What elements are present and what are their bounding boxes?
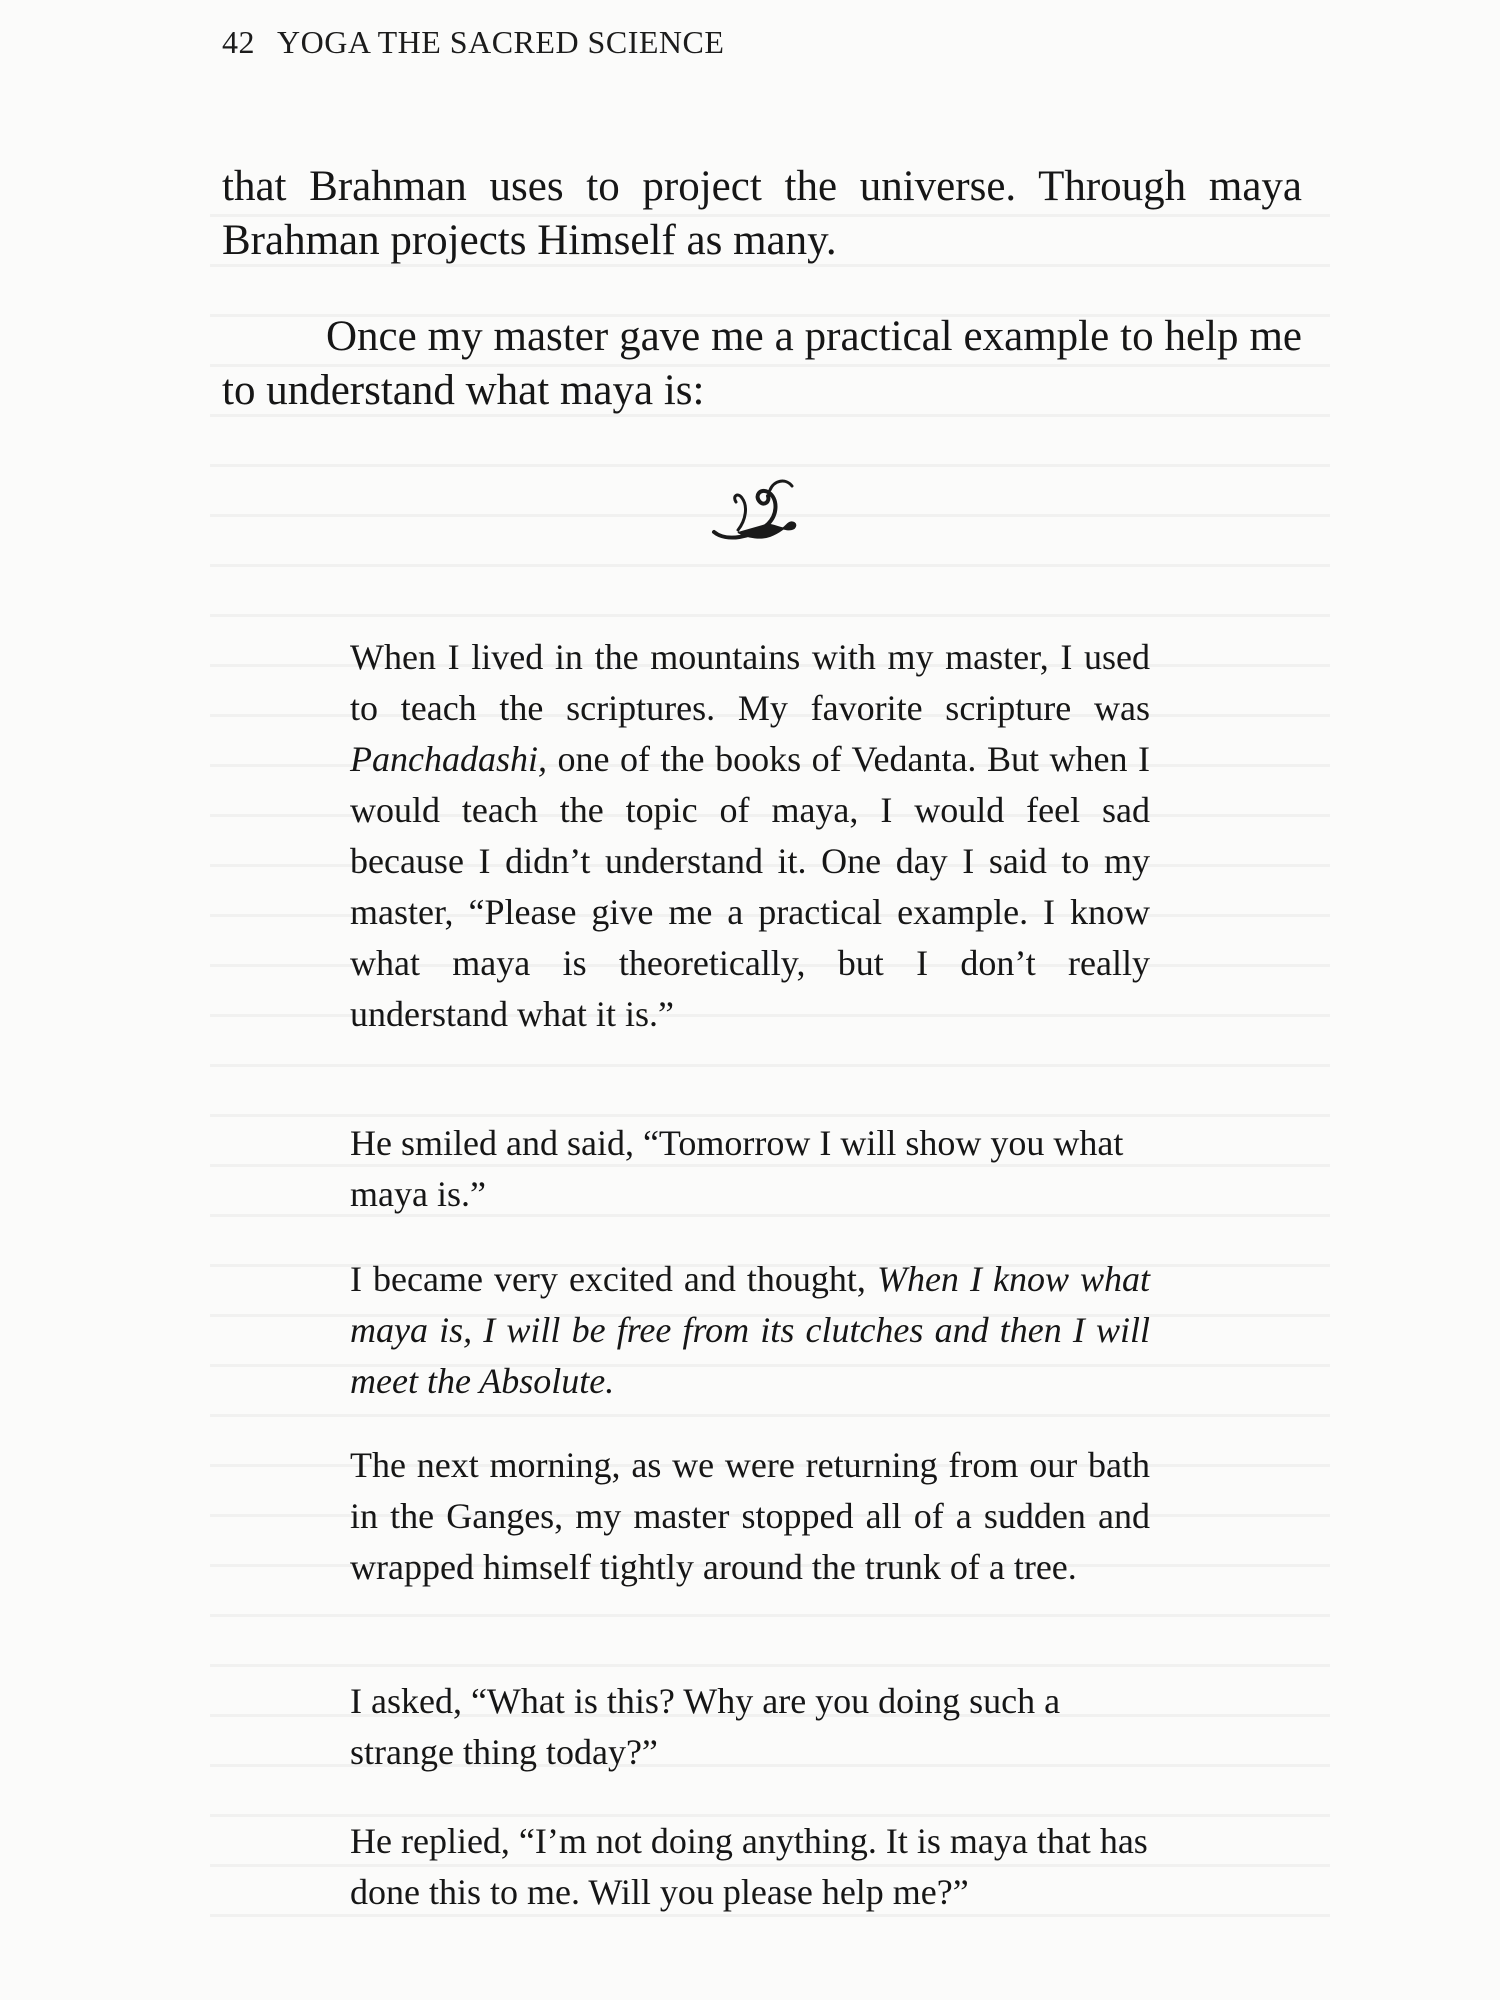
- book-title: YOGA THE SACRED SCIENCE: [277, 24, 725, 60]
- page-number: 42: [222, 24, 255, 60]
- fleuron-ornament-icon: [708, 476, 800, 542]
- story-paragraph-question: I asked, “What is this? Why are you doing such a strange thing today?”: [350, 1681, 1061, 1772]
- scripture-title: Panchadashi,: [350, 739, 547, 779]
- story-paragraph-scriptures: When I lived in the mountains with my master, I used to teach the scriptures. My favorite scripture was Panchadashi, one of the books of Vedanta. But when I would teach the topic of maya, I would feel sad because I didn’t understand it. One day I said to my master, “Please give me a practical example. I know what maya is theoretically, but I don’t really understand what it is.”: [350, 637, 1150, 1034]
- paragraph-master-example: Once my master gave me a practical example to help me to understand what maya is:: [222, 313, 1302, 414]
- paragraph-maya-brahman: that Brahman uses to project the universe. Through maya Brahman projects Himself as many.: [222, 163, 1302, 264]
- inner-thought: When I know what maya is, I will be free from its clutches and then I will meet the Absolute.: [350, 1259, 1150, 1401]
- running-header: [222, 24, 724, 61]
- story-paragraph-ganges: The next morning, as we were returning from our bath in the Ganges, my master stopped all of a sudden and wrapped himself tightly around the trunk of a tree.: [350, 1445, 1150, 1587]
- story-paragraph-reply: He replied, “I’m not doing anything. It is maya that has done this to me. Will you please help me?”: [350, 1821, 1148, 1912]
- story-paragraph-excited: I became very excited and thought, When I know what maya is, I will be free from its clutches and then I will meet the Absolute.: [350, 1259, 1150, 1401]
- story-paragraph-tomorrow: He smiled and said, “Tomorrow I will show you what maya is.”: [350, 1123, 1124, 1214]
